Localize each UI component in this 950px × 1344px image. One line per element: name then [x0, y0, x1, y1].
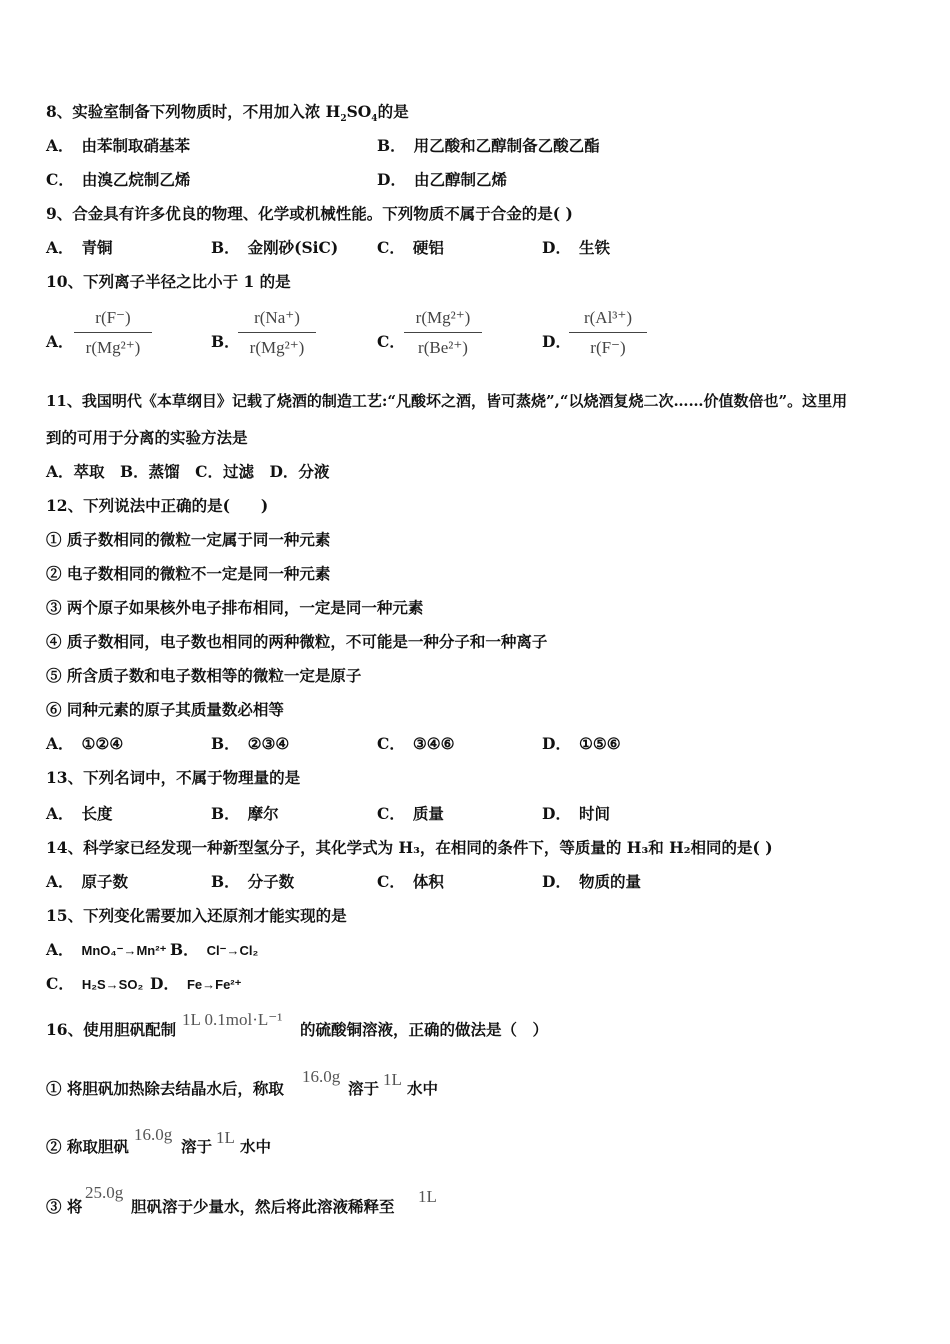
fraction-bar	[404, 332, 482, 333]
q10-option-b-fraction	[238, 307, 316, 359]
q16-s2-volume: 1L	[216, 1128, 235, 1147]
q15-option-b: B． Cl⁻→Cl₂	[170, 940, 259, 959]
fraction-bar	[569, 332, 647, 333]
q11-stem-line1: 11、我国明代《本草纲目》记载了烧酒的制造工艺:“凡酸坏之酒，皆可蒸烧”,“以烧酒复烧二次……价值数倍也”。这里用	[46, 392, 848, 410]
q10-a-numerator: r(F⁻)	[95, 308, 131, 327]
q11-stem-line2: 到的可用于分离的实验方法是	[46, 428, 248, 447]
q12-statement-1: ① 质子数相同的微粒一定属于同一种元素	[46, 530, 331, 549]
q15-option-a: A． MnO₄⁻→Mn²⁺	[46, 940, 167, 959]
q8-stem: 8、实验室制备下列物质时，不用加入浓 $H_2SO_4$的是	[46, 102, 409, 125]
q13-option-a: A． 长度	[46, 804, 113, 823]
q12-statement-3: ③ 两个原子如果核外电子排布相同，一定是同一种元素	[46, 598, 424, 617]
q15-stem: 15、下列变化需要加入还原剂才能实现的是	[46, 906, 347, 925]
q14-option-b: B． 分子数	[211, 872, 295, 891]
q8-option-d: D． 由乙醇制乙烯	[377, 170, 507, 189]
q10-option-c-fraction	[404, 307, 482, 359]
q8-option-c: C． 由溴乙烷制乙烯	[46, 170, 191, 189]
q16-statement-3b: 胆矾溶于少量水，然后将此溶液稀释至	[131, 1197, 395, 1216]
q16-s3-mass: 25.0g	[85, 1183, 124, 1202]
q8-option-a: A． 由苯制取硝基苯	[46, 136, 191, 155]
q10-d-denominator: r(F⁻)	[590, 338, 626, 357]
q16-s3-volume: 1L	[418, 1187, 437, 1206]
q9-option-d: D． 生铁	[542, 238, 610, 257]
q16-statement-1b: 溶于	[348, 1079, 380, 1098]
q10-c-numerator: r(Mg²⁺)	[415, 308, 471, 327]
q12-stem: 12、下列说法中正确的是( )	[46, 496, 269, 515]
q16-statement-2a: ② 称取胆矾	[46, 1137, 129, 1156]
q16-statement-2b: 溶于	[181, 1137, 213, 1156]
q9-option-b: B． 金刚砂(SiC)	[211, 238, 339, 257]
q12-option-d: D． ①⑤⑥	[542, 734, 621, 753]
q14-option-a: A． 原子数	[46, 872, 129, 891]
q16-statement-2c: 水中	[240, 1137, 272, 1156]
q10-c-denominator: r(Be²⁺)	[418, 338, 468, 357]
q12-statement-2: ② 电子数相同的微粒不一定是同一种元素	[46, 564, 331, 583]
q13-stem: 13、下列名词中，不属于物理量的是	[46, 768, 301, 787]
q16-s1-volume: 1L	[383, 1070, 402, 1089]
q10-d-numerator: r(Al³⁺)	[583, 308, 633, 327]
q16-stem-b: 的硫酸铜溶液，正确的做法是（ ）	[300, 1020, 549, 1039]
q12-statement-5: ⑤ 所含质子数和电子数相等的微粒一定是原子	[46, 666, 362, 685]
q10-label-d: D．	[542, 332, 571, 351]
q9-stem: 9、合金具有许多优良的物理、化学或机械性能。下列物质不属于合金的是( )	[46, 204, 573, 223]
q16-concentration: 1L 0.1mol·L⁻¹	[182, 1010, 283, 1029]
q11-options: A．萃取 B．蒸馏 C．过滤 D．分液	[46, 462, 330, 481]
q14-option-d: D． 物质的量	[542, 872, 641, 891]
q15-option-c: C． H₂S→SO₂	[46, 974, 144, 993]
q16-statement-3a: ③ 将	[46, 1197, 83, 1216]
q12-statement-4: ④ 质子数相同，电子数也相同的两种微粒，不可能是一种分子和一种离子	[46, 632, 548, 651]
q8-option-b: B． 用乙酸和乙醇制备乙酸乙酯	[377, 136, 600, 155]
q13-option-b: B． 摩尔	[211, 804, 279, 823]
q13-option-c: C． 质量	[377, 804, 444, 823]
q10-option-d-fraction	[569, 307, 647, 359]
q10-option-a-fraction	[74, 307, 152, 359]
q10-b-denominator: r(Mg²⁺)	[249, 338, 305, 357]
q10-a-denominator: r(Mg²⁺)	[85, 338, 141, 357]
q16-s1-mass: 16.0g	[302, 1067, 341, 1086]
q13-option-d: D． 时间	[542, 804, 610, 823]
q12-statement-6: ⑥ 同种元素的原子其质量数必相等	[46, 700, 284, 719]
q12-option-a: A． ①②④	[46, 734, 124, 753]
q12-option-b: B． ②③④	[211, 734, 290, 753]
q9-option-c: C． 硬铝	[377, 238, 444, 257]
q10-label-c: C．	[377, 332, 405, 351]
q16-stem-a: 16、使用胆矾配制	[46, 1020, 177, 1039]
q14-stem: 14、科学家已经发现一种新型氢分子，其化学式为 H₃，在相同的条件下，等质量的 H₃和 H₂相同的是( )	[46, 838, 773, 857]
q10-label-a: A．	[46, 332, 74, 351]
q9-option-a: A． 青铜	[46, 238, 113, 257]
fraction-bar	[238, 332, 316, 333]
fraction-bar	[74, 332, 152, 333]
q16-statement-1c: 水中	[407, 1079, 439, 1098]
q10-stem: 10、下列离子半径之比小于 1 的是	[46, 272, 291, 291]
q12-option-c: C． ③④⑥	[377, 734, 455, 753]
q14-option-c: C． 体积	[377, 872, 444, 891]
q16-s2-mass: 16.0g	[134, 1125, 173, 1144]
q15-option-d: D． Fe→Fe²⁺	[150, 974, 242, 993]
q10-b-numerator: r(Na⁺)	[254, 308, 300, 327]
q16-statement-1a: ① 将胆矾加热除去结晶水后，称取	[46, 1079, 284, 1098]
q10-label-b: B．	[211, 332, 240, 351]
